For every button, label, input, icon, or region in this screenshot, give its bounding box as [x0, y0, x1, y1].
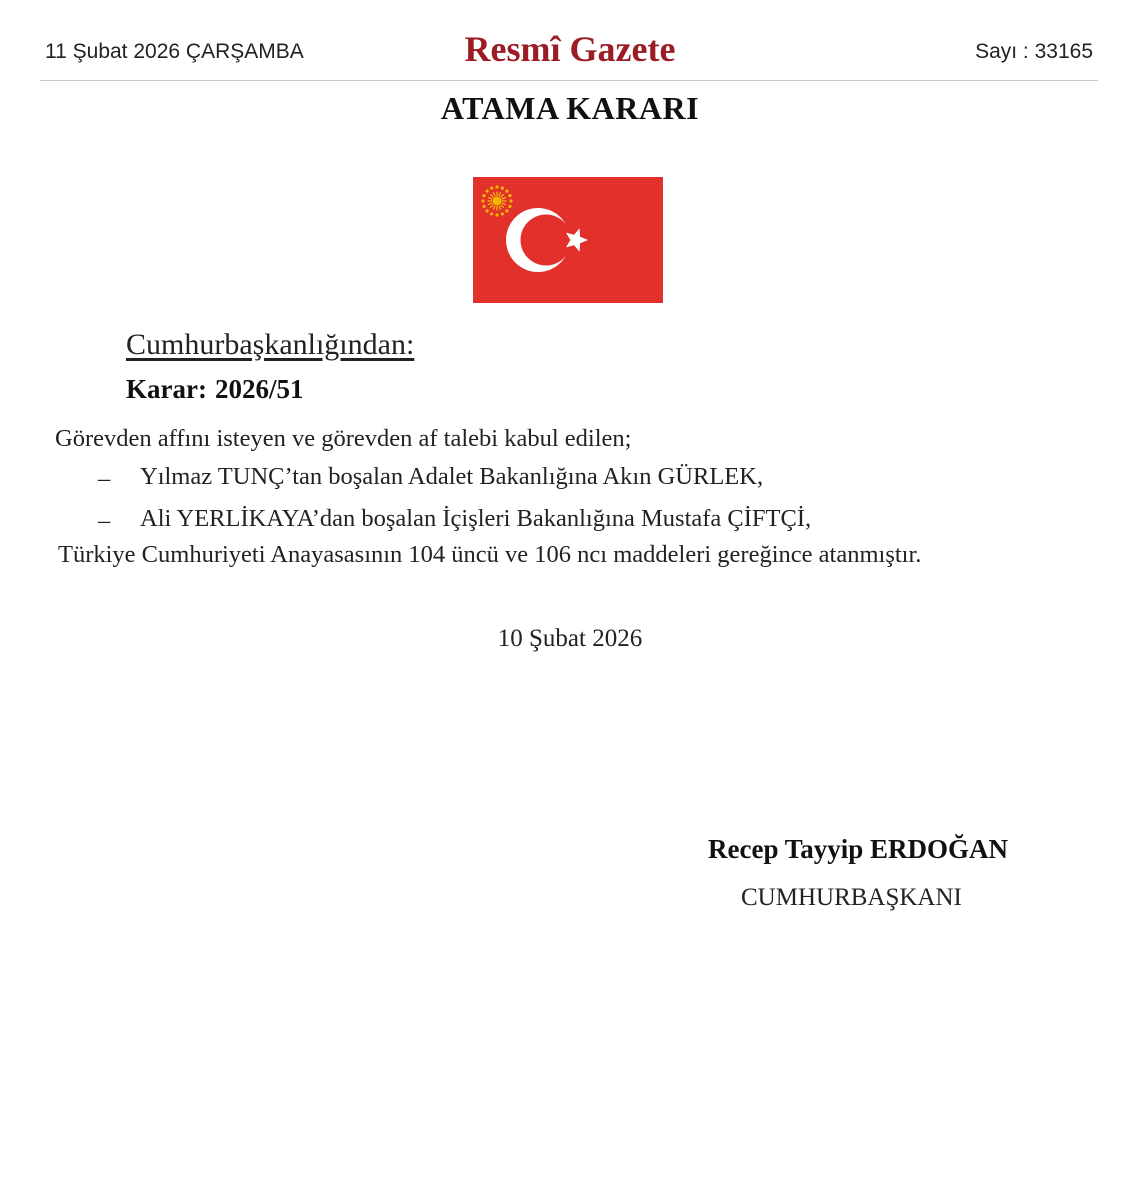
- list-bullet: –: [98, 465, 111, 492]
- issue-number: Sayı : 33165: [975, 40, 1093, 63]
- decision-label: Karar:: [126, 374, 207, 404]
- closing-text: Türkiye Cumhuriyeti Anayasasının 104 üncü ve 106 ncı maddeleri gereğince atanmıştır.: [58, 541, 922, 568]
- turkish-flag-with-presidential-emblem-icon: [473, 177, 663, 303]
- document-title: ATAMA KARARI: [440, 90, 700, 126]
- publication-title: Resmî Gazete: [464, 29, 676, 69]
- decision-number-line: [126, 374, 303, 405]
- decision-number: 2026/51: [214, 374, 304, 404]
- appointment-item: Yılmaz TUNÇ’tan boşalan Adalet Bakanlığına Akın GÜRLEK,: [140, 463, 764, 490]
- header-divider: [40, 80, 1098, 81]
- decision-date: 10 Şubat 2026: [497, 625, 643, 652]
- signatory-title: CUMHURBAŞKANI: [741, 884, 962, 911]
- list-bullet: –: [98, 507, 111, 534]
- intro-text: Görevden affını isteyen ve görevden af talebi kabul edilen;: [55, 425, 632, 452]
- signatory-name: Recep Tayyip ERDOĞAN: [708, 834, 1009, 864]
- issuer-heading: Cumhurbaşkanlığından:: [126, 328, 415, 361]
- appointment-item: Ali YERLİKAYA’dan boşalan İçişleri Bakanlığına Mustafa ÇİFTÇİ,: [140, 505, 812, 532]
- header-date: 11 Şubat 2026 ÇARŞAMBA: [45, 40, 304, 63]
